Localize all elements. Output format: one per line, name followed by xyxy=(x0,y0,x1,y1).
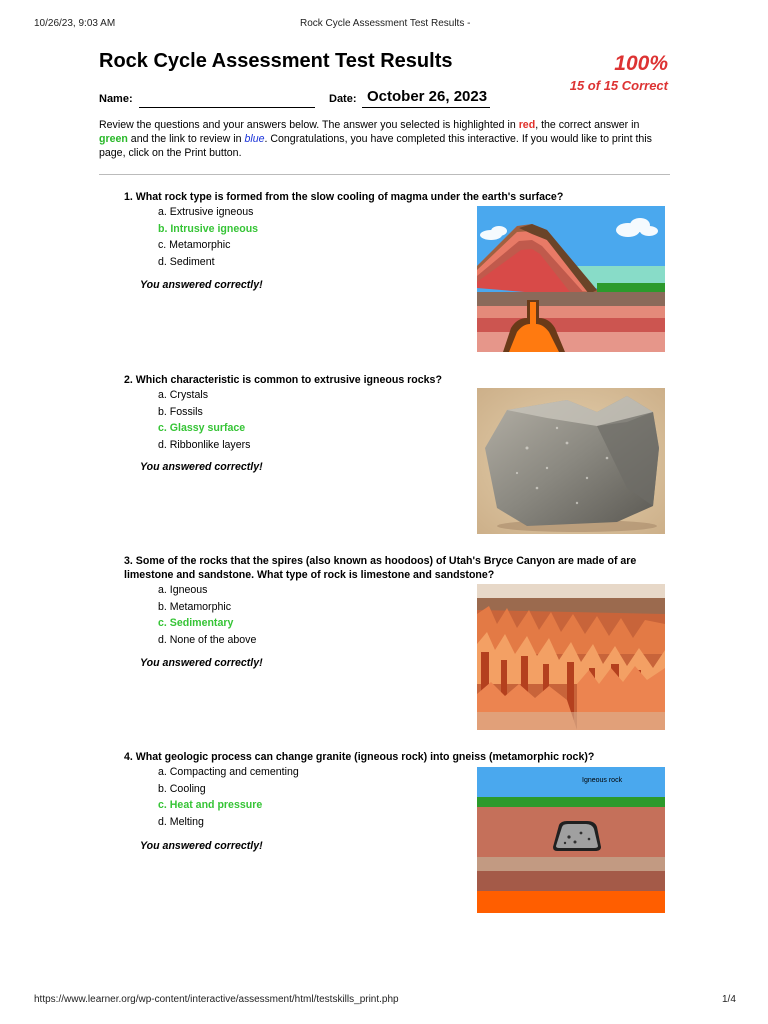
divider xyxy=(99,174,670,175)
question-3-options xyxy=(158,582,256,648)
score-summary: 15 of 15 Correct xyxy=(569,78,668,93)
name-field[interactable] xyxy=(139,93,315,108)
question-4-option-a: a. Compacting and cementing xyxy=(158,766,299,778)
question-4-options xyxy=(158,764,299,830)
question-3-option-c: c. Sedimentary xyxy=(158,617,234,629)
print-page-title: Rock Cycle Assessment Test Results - xyxy=(300,18,471,29)
page-title: Rock Cycle Assessment Test Results xyxy=(99,50,453,72)
date-label: Date: xyxy=(329,93,357,105)
question-1-text: 1. What rock type is formed from the slow cooling of magma under the earth's surface? xyxy=(124,191,564,203)
question-1-options xyxy=(158,204,258,270)
print-page-number: 1/4 xyxy=(722,994,736,1005)
name-label: Name: xyxy=(99,93,133,105)
bryce-canyon-image xyxy=(477,584,665,730)
date-value: October 26, 2023 xyxy=(367,88,488,105)
question-2-options xyxy=(158,387,250,453)
igneous-rock-caption: Igneous rock xyxy=(582,777,623,784)
question-4-result: You answered correctly! xyxy=(140,840,263,852)
question-2-option-c: c. Glassy surface xyxy=(158,422,246,434)
question-1-option-d: d. Sediment xyxy=(158,255,215,268)
question-3-option-d: d. None of the above xyxy=(158,633,257,646)
question-2-option-d: d. Ribbonlike layers xyxy=(158,438,251,451)
correct-color-word: green xyxy=(99,133,128,145)
rock-layers-image xyxy=(477,767,665,913)
print-datetime: 10/26/23, 9:03 AM xyxy=(34,18,116,29)
question-4-option-b: b. Cooling xyxy=(158,782,206,795)
question-1-option-a: a. Extrusive igneous xyxy=(158,206,254,218)
intro-text: Review the questions and your answers below. The answer you selected is highlighted in red, the correct answer in green and the link to review in blue. Congratulations, you have completed this interactive. If you would like to print this page, click on the Print button. xyxy=(99,119,652,159)
question-1-option-b: b. Intrusive igneous xyxy=(158,222,259,235)
volcano-cross-section-image xyxy=(477,206,665,352)
question-1-option-c: c. Metamorphic xyxy=(158,239,231,251)
question-4-option-c: c. Heat and pressure xyxy=(158,799,263,811)
question-3-option-a: a. Igneous xyxy=(158,584,208,596)
question-1-result: You answered correctly! xyxy=(140,279,263,291)
question-3-option-b: b. Metamorphic xyxy=(158,600,232,613)
question-3-text: 3. Some of the rocks that the spires (also known as hoodoos) of Utah's Bryce Canyon are made of are limestone and sandstone. What type of rock is limestone and sandstone? xyxy=(124,555,637,581)
review-color-word: blue xyxy=(244,133,265,145)
question-3-result: You answered correctly! xyxy=(140,657,263,669)
question-2-text: 2. Which characteristic is common to extrusive igneous rocks? xyxy=(124,374,442,386)
print-url: https://www.learner.org/wp-content/interactive/assessment/html/testskills_print.php xyxy=(34,994,399,1005)
gray-rock-image xyxy=(477,388,665,534)
question-2-option-a: a. Crystals xyxy=(158,389,209,401)
selected-color-word: red xyxy=(518,119,536,131)
score-percent: 100% xyxy=(614,52,668,75)
question-4-text: 4. What geologic process can change granite (igneous rock) into gneiss (metamorphic rock)? xyxy=(124,751,595,763)
question-2-option-b: b. Fossils xyxy=(158,405,203,418)
question-2-result: You answered correctly! xyxy=(140,461,263,473)
question-4-option-d: d. Melting xyxy=(158,815,204,828)
